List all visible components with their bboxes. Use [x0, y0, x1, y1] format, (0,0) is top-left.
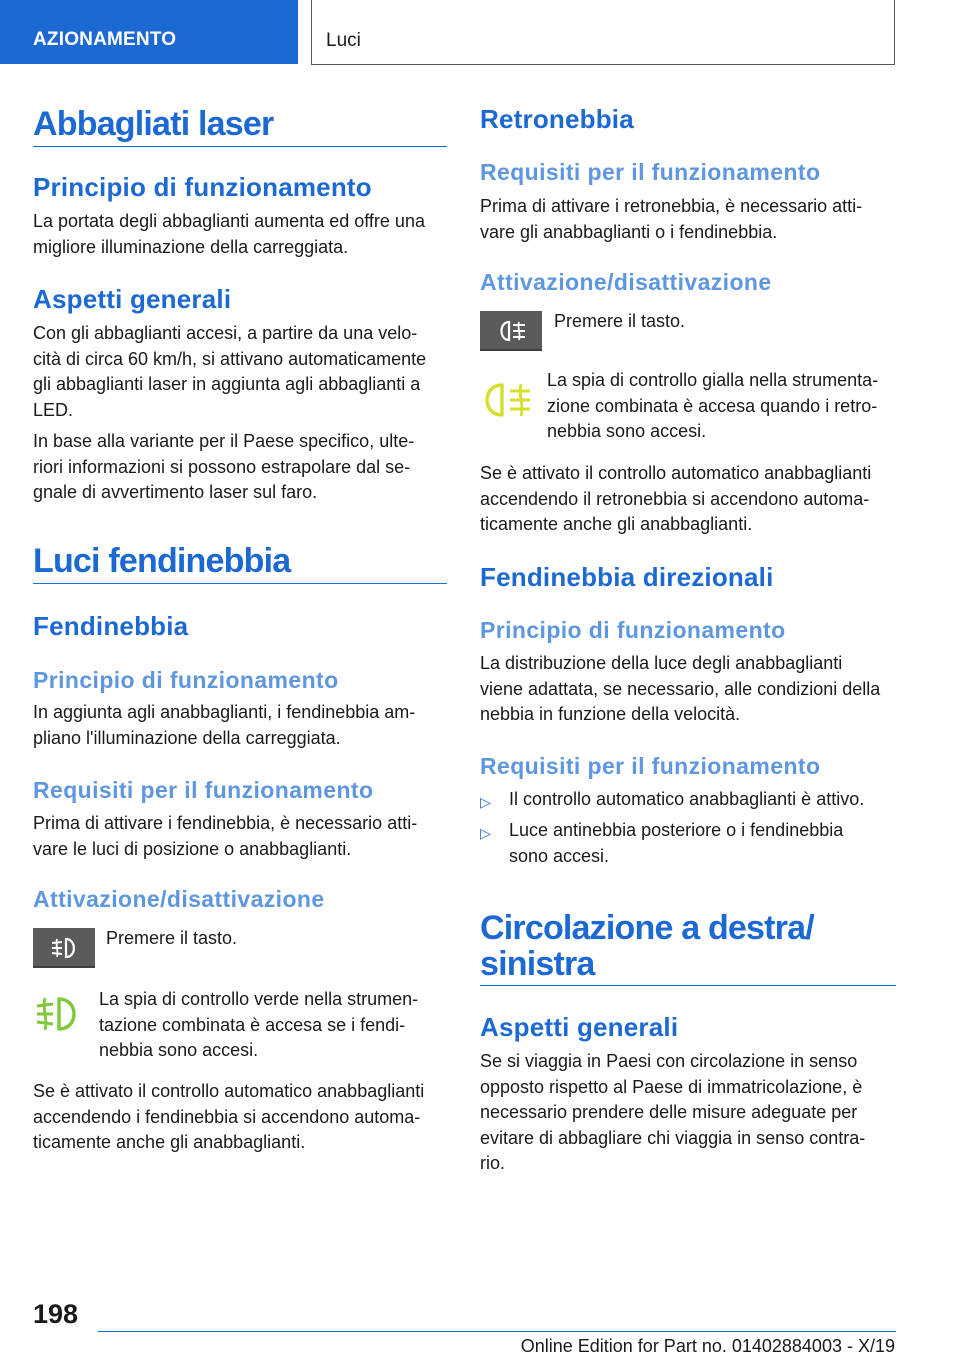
traffic-general-heading: Aspetti generali	[480, 1012, 679, 1042]
rear-req-heading: Requisiti per il funzionamento	[480, 159, 821, 185]
footer-rule	[98, 1331, 896, 1332]
front-fog-button-image	[33, 928, 95, 968]
rear-fog-light-icon	[497, 319, 527, 343]
fog-auto-text: Se è attivato il controllo automatico anabbaglianti accendendo i fendinebbia si accendono automa- ticamente anche gli anabbaglianti.	[33, 1081, 425, 1152]
rear-fog-title: Retronebbia	[480, 104, 634, 134]
dir-principle-text: La distribuzione della luce degli anabbaglianti viene adattata, se necessario, alle condizioni della nebbia in funzione della velocità.	[480, 653, 881, 724]
fog-press-text: Premere il tasto.	[106, 928, 238, 948]
rear-act-heading: Attivazione/disattivazione	[480, 269, 772, 295]
laser-principle-text: La portata degli abbaglianti aumenta ed offre una migliore illuminazione della carreggiata.	[33, 211, 425, 257]
fog-title-rule	[33, 583, 447, 584]
laser-principle-heading: Principio di funzionamento	[33, 172, 372, 202]
fog-heading: Fendinebbia	[33, 611, 189, 641]
laser-general-text-2: In base alla variante per il Paese specifico, ulte- riori informazioni si possono estrapolare dal se- gnale di avvertimento laser sul faro.	[33, 431, 415, 502]
rear-fog-button-image	[480, 311, 542, 351]
laser-title-rule	[33, 146, 447, 147]
laser-general-heading: Aspetti generali	[33, 284, 232, 314]
triangle-bullet-icon: ▷	[480, 794, 491, 810]
fog-principle-heading: Principio di funzionamento	[33, 667, 339, 693]
rear-press-text: Premere il tasto.	[554, 311, 686, 331]
laser-title: Abbagliati laser	[33, 105, 274, 143]
fog-title: Luci fendinebbia	[33, 542, 291, 580]
fog-req-heading: Requisiti per il funzionamento	[33, 777, 374, 803]
header-section-tab: AZIONAMENTO	[0, 0, 298, 64]
rear-req-text: Prima di attivare i retronebbia, è necessario atti- vare gli anabbaglianti o i fendinebbia.	[480, 196, 863, 242]
traffic-general-text: Se si viaggia in Paesi con circolazione in senso opposto rispetto al Paese di immatricolazione, è necessario prendere delle misure adeguate per evitare di abbagliare chi viaggia in senso contra- rio.	[480, 1051, 866, 1173]
list-item: Il controllo automatico anabbaglianti è attivo.	[509, 789, 865, 809]
directional-fog-title: Fendinebbia direzionali	[480, 562, 774, 592]
header-chapter-box: Luci	[311, 0, 895, 65]
traffic-title-rule	[480, 985, 896, 986]
fog-indicator-text: La spia di controllo verde nella strumen- tazione combinata è accesa se i fendi- nebbia sono accesi.	[99, 989, 419, 1060]
front-fog-indicator-icon	[33, 995, 85, 1033]
fog-principle-text: In aggiunta agli anabbaglianti, i fendinebbia am- pliano l'illuminazione della carreggiata.	[33, 702, 416, 748]
rear-auto-text: Se è attivato il controllo automatico anabbaglianti accendendo il retronebbia si accendono automa- ticamente anche gli anabbaglianti.	[480, 463, 872, 534]
footer-edition: Online Edition for Part no. 01402884003 - X/19	[520, 1336, 895, 1356]
dir-principle-heading: Principio di funzionamento	[480, 617, 786, 643]
laser-general-text-1: Con gli abbaglianti accesi, a partire da una velo- cità di circa 60 km/h, si attivano automaticamente gli abbaglianti laser in aggiunta agli abbaglianti a LED.	[33, 323, 427, 420]
triangle-bullet-icon: ▷	[480, 825, 491, 841]
fog-act-heading: Attivazione/disattivazione	[33, 886, 325, 912]
page-number: 198	[33, 1299, 79, 1329]
front-fog-light-icon	[50, 936, 80, 960]
fog-req-text: Prima di attivare i fendinebbia, è necessario atti- vare le luci di posizione o anabbaglianti.	[33, 813, 418, 859]
list-item: Luce antinebbia posteriore o i fendinebbia sono accesi.	[509, 820, 844, 866]
rear-fog-indicator-icon	[480, 381, 534, 419]
rear-indicator-text: La spia di controllo gialla nella strumenta- zione combinata è accesa quando i retro- nebbia sono accesi.	[547, 370, 879, 441]
traffic-title: Circolazione a destra/ sinistra	[480, 909, 814, 983]
dir-req-heading: Requisiti per il funzionamento	[480, 753, 821, 779]
